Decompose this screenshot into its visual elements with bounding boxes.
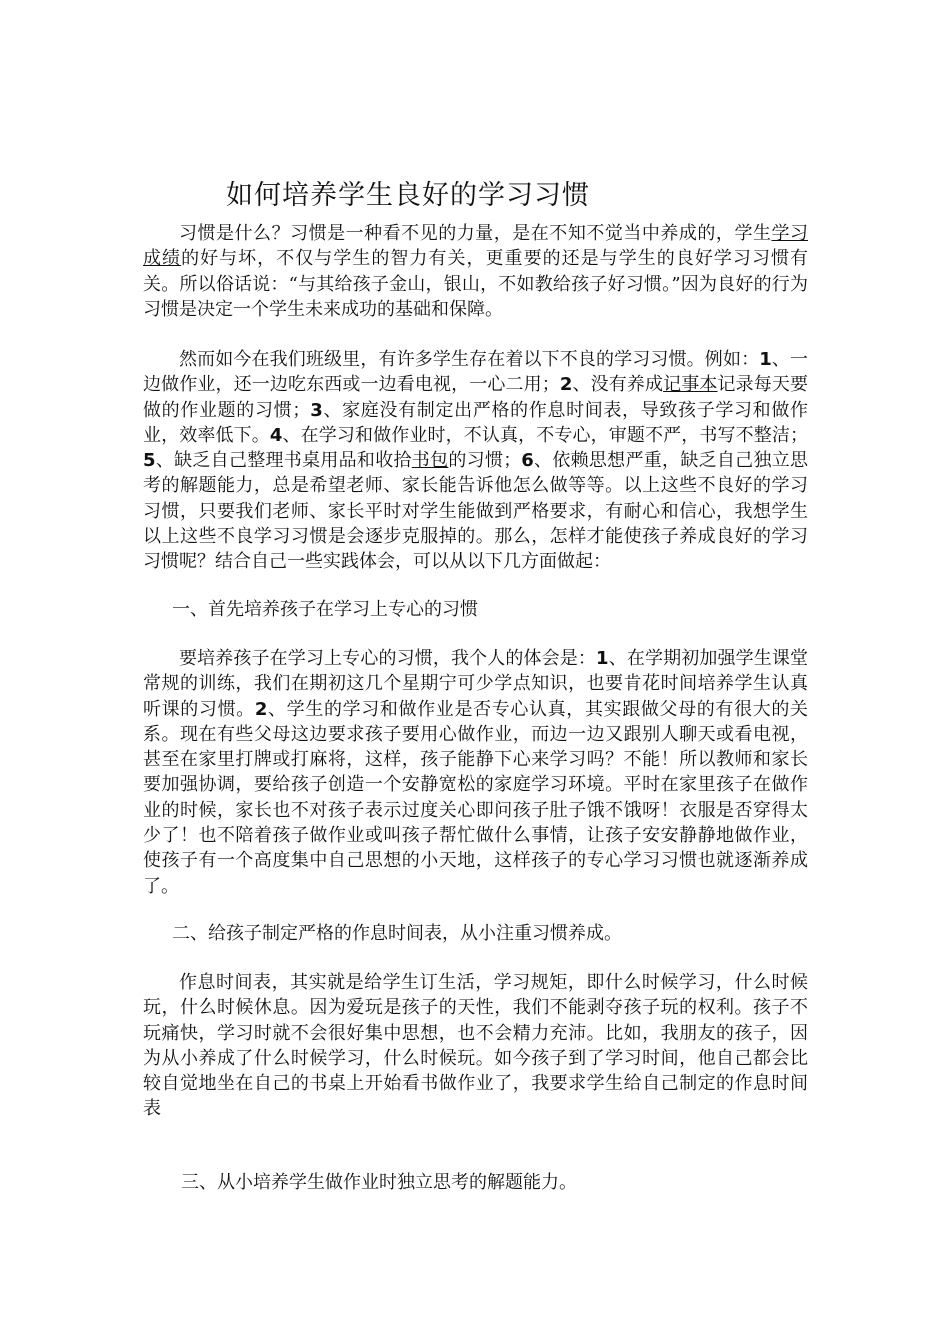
text-run: 记录每天要做的作业题的习惯； (143, 374, 809, 421)
section-heading-1: 一、首先培养孩子在学习上专心的习惯 (172, 599, 478, 620)
text-run: 的好与坏，不仅与学生的智力有关，更重要的还是与学生的良好学习习惯有关。所以俗话说：“与其给孩子金山，银山，不如教给孩子好习惯。”因为良好的行为习惯是决定一个学生未来成功的基础和保障。 (143, 248, 809, 320)
paragraph-schedule: 作息时间表，其实就是给学生订生活，学习规矩，即什么时候学习，什么时候玩，什么时候休息。因为爱玩是孩子的天性，我们不能剥夺孩子玩的权利。孩子不玩痛快，学习时就不会很好集中思想，也不会精力充沛。比如，我朋友的孩子，因为从小养成了什么时候学习，什么时候玩。如今孩子到了学习时间，他自己都会比较自觉地坐在自己的书桌上开始看书做作业了，我要求学生给自己制定的作息时间表 (143, 972, 808, 1120)
item-number: 3 (310, 399, 323, 421)
link-study-grades[interactable]: 学习成绩 (143, 223, 808, 270)
item-number: 1 (596, 648, 609, 669)
item-number: 4 (269, 424, 283, 446)
text-run: 然而如今在我们班级里，有许多学生存在着以下不良的学习习惯。例如： (179, 349, 760, 370)
item-number: 1 (759, 349, 772, 370)
text-run: 要培养孩子在学习上专心的习惯，我个人的体会是： (179, 648, 597, 669)
paragraph-bad-habits (143, 347, 808, 575)
paragraph-intro (143, 221, 808, 322)
link-schoolbag[interactable]: 书包 (411, 450, 449, 472)
item-number: 2 (559, 374, 573, 396)
text-run: 、一边做作业，还一边吃东西或一边看电视，一心二用； (143, 349, 808, 396)
text-run: 、家庭没有制定出严格的作息时间表，导致孩子学习和做作业，效率低下。 (143, 399, 809, 446)
section-heading-3: 三、从小培养学生做作业时独立思考的解题能力。 (181, 1172, 577, 1193)
text-run: 、在学习和做作业时，不认真，不专心，审题不严，书写不整洁； (282, 424, 809, 446)
text-run: 、没有养成 (572, 374, 664, 396)
text-run: 、学生的学习和做作业是否专心认真，其实跟做父母的有很大的关系。现在有些父母这边要求孩子要用心做作业，而边一边又跟别人聊天或看电视，甚至在家里打牌或打麻将，这样，孩子能静下心来学习吗？不能！所以教师和家长要加强协调，要给孩子创造一个安静宽松的家庭学习环境。平时在家里孩子在做作业的时候，家长也不对孩子表示过度关心即问孩子肚子饿不饿呀！衣服是否穿得太少了！也不陪着孩子做作业或叫孩子帮忙做什么事情，让孩子安安静静地做作业，使孩子有一个高度集中自己思想的小天地，这样孩子的专心学习习惯也就逐渐养成了。 (143, 698, 809, 897)
link-notebook[interactable]: 记事本 (663, 374, 718, 396)
section-heading-2: 二、给孩子制定严格的作息时间表，从小注重习惯养成。 (172, 923, 622, 944)
document-title: 如何培养学生良好的学习习惯 (226, 180, 590, 211)
text-run: 习惯是什么？习惯是一种看不见的力量，是在不知不觉当中养成的，学生 (179, 223, 772, 244)
text-run: 、缺乏自己整理书桌用品和收拾 (155, 450, 412, 472)
item-number: 6 (521, 450, 534, 472)
item-number: 2 (254, 698, 268, 720)
paragraph-focus-habit (143, 646, 808, 899)
text-run: 、依赖思想严重，缺乏自己独立思考的解题能力，总是希望老师、家长能告诉他怎么做等等。以上这些不良好的学习习惯，只要我们老师、家长平时对学生能做到严格要求，有耐心和信心，我想学生以上这些不良学习习惯是会逐步克服掉的。那么，怎样才能使孩子养成良好的学习习惯呢？结合自己一些实践体会，可以从以下几方面做起： (143, 450, 809, 573)
item-number: 5 (143, 450, 156, 472)
text-run: 的习惯； (448, 450, 522, 472)
text-run: 、在学期初加强学生课堂常规的训练，我们在期初这几个星期宁可少学点知识，也要肯花时间培养学生认真听课的习惯。 (143, 648, 809, 720)
